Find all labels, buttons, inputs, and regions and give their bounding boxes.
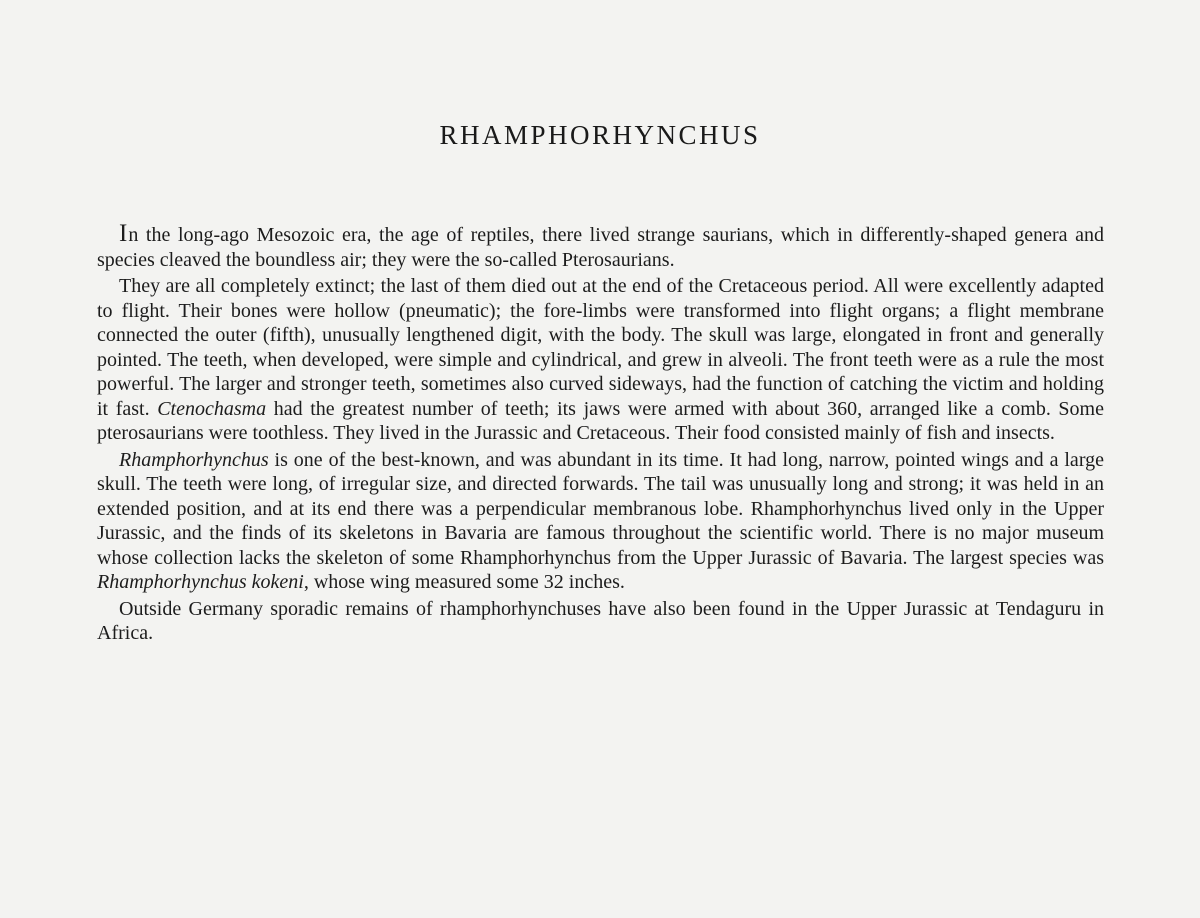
page-title: RHAMPHORHYNCHUS	[439, 120, 761, 150]
paragraph-2	[97, 274, 1104, 446]
drop-cap: I	[119, 220, 129, 247]
paragraph-2-text-b: had the greatest number of teeth; its jaws were armed with about 360, arranged like a comb. Some pterosaurians were toothless. They lived in the Jurassic and Cretaceous. Their food consisted mainly of fish and insects.	[97, 397, 1104, 444]
italic-species-kokeni: Rhamphorhynchus kokeni	[97, 571, 304, 593]
paragraph-4	[97, 597, 1104, 646]
paragraph-3-text-b: , whose wing measured some 32 inches.	[303, 571, 625, 593]
paragraph-2-text-a: They are all completely extinct; the last of them died out at the end of the Cretaceous period. All were excellently adapted to flight. Their bones were hollow (pneumatic); the fore-limbs were transformed into flight organs; a flight membrane connected the outer (fifth), unusually lengthened digit, with the body. The skull was large, elongated in front and generally pointed. The teeth, when developed, were simple and cylindrical, and grew in alveoli. The front teeth were as a rule the most powerful. The larger and stronger teeth, sometimes also curved sideways, had the function of catching the victim and holding it fast.	[97, 275, 1104, 420]
paragraph-4-text: Outside Germany sporadic remains of rhamphorhynchuses have also been found in the Upper Jurassic at Tendaguru in Africa.	[97, 597, 1104, 644]
italic-genus-ctenochasma: Ctenochasma	[157, 397, 267, 420]
paragraph-3-text-a: is one of the best-known, and was abundant in its time. It had long, narrow, pointed wings and a large skull. The teeth were long, of irregular size, and directed forwards. The tail was unusually long and strong; it was held in an extended position, and at its end there was a perpendicular membranous lobe. Rhamphorhynchus lived only in the Upper Jurassic, and the finds of its skeletons in Bavaria are famous throughout the scientific world. There is no major museum whose collection lacks the skeleton of some Rhamphorhynchus from the Upper Jurassic of Bavaria. The largest species was	[97, 448, 1104, 569]
paragraph-1	[97, 222, 1104, 272]
paragraph-3	[97, 448, 1104, 595]
paragraph-1-text: n the long-ago Mesozoic era, the age of reptiles, there lived strange saurians, which in differently-shaped genera and species cleaved the boundless air; they were the so-called Pterosaurians.	[97, 224, 1104, 271]
italic-genus-rhamphorhynchus: Rhamphorhynchus	[119, 448, 269, 471]
article-body	[97, 222, 1104, 648]
